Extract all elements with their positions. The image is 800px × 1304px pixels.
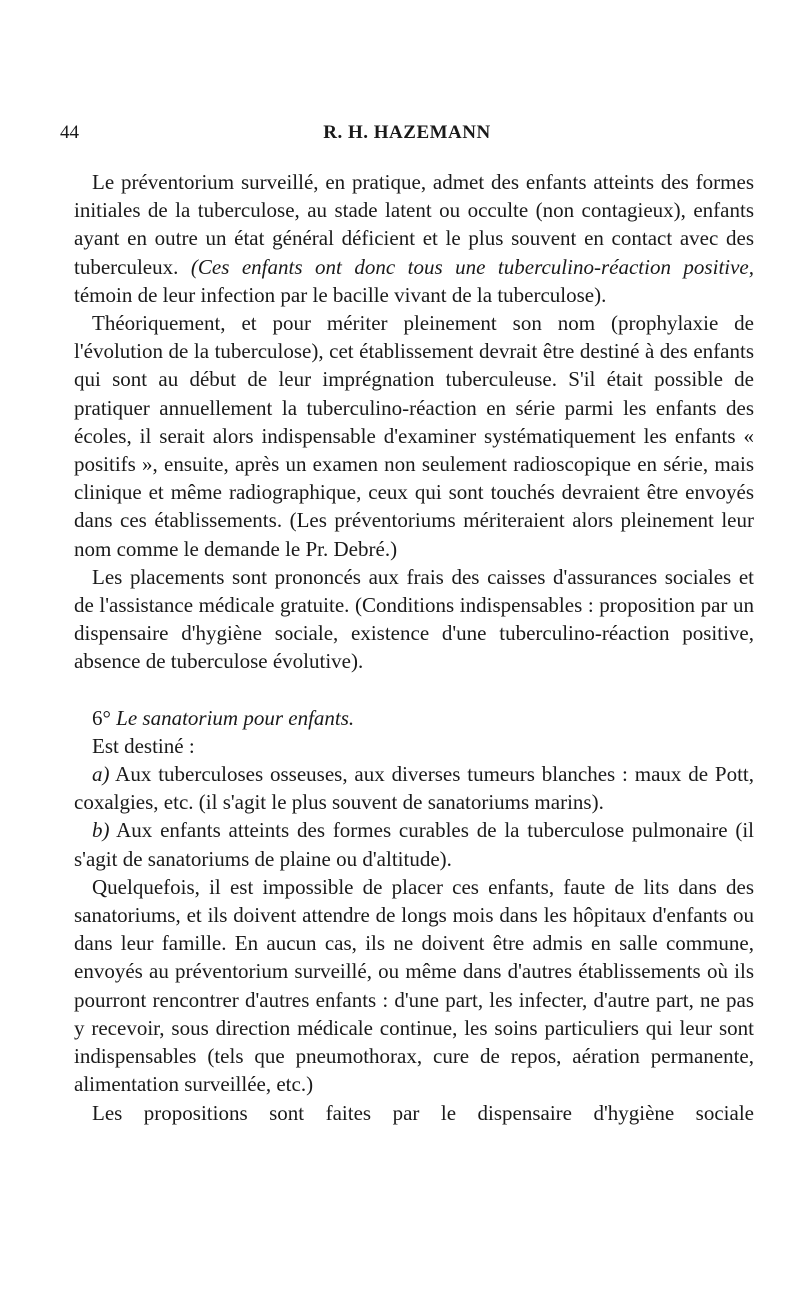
list-item-a [74, 760, 754, 816]
paragraph-theory: Théoriquement, et pour mériter pleinement son nom (prophylaxie de l'évolution de la tuberculose), cet établissement devrait être destiné à des enfants qui sont au début de leur imprégnation tuberculeuse. S'il était possible de pratiquer annuellement la tuberculino-réaction en série parmi les enfants des écoles, il serait alors indispensable d'examiner systématiquement les enfants « positifs », ensuite, après un examen non seulement radioscopique en série, mais clinique et même radiographique, ceux qui sont touchés devraient être envoyés dans ces établissements. (Les préventoriums mériteraient alors pleinement leur nom comme le demande le Pr. Debré.) [74, 311, 754, 561]
list-label: a) [92, 762, 110, 787]
paragraph-text: Le préventorium surveillé, en pratique, admet des enfants atteints des formes initiales de la tuberculose, au stade latent ou occulte (non contagieux), enfants ayant en outre un état général déficient et le plus souvent en contact avec des tuberculeux. [74, 170, 754, 279]
page-number: 44 [60, 122, 79, 143]
section-number: 6° [92, 705, 117, 730]
paragraph-placements: Les placements sont prononcés aux frais des caisses d'assurances sociales et de l'assistance médicale gratuite. (Conditions indispensables : proposition par un dispensaire d'hygiène sociale, existence d'une tuberculino-réaction positive, absence de tuberculose évolutive). [74, 564, 754, 674]
paragraph-preventorium-admission [74, 168, 754, 309]
paragraph-destined: Est destiné : [92, 733, 195, 758]
list-label: b) [92, 818, 110, 843]
body-text [74, 168, 754, 1127]
paragraph-propositions: Les propositions sont faites par le dispensaire d'hygiène sociale [92, 1100, 754, 1125]
section-title: Le sanatorium pour enfants. [116, 705, 355, 730]
list-text: Aux enfants atteints des formes curables de la tuberculose pulmonaire (il s'agit de sanatoriums de plaine ou d'altitude). [74, 818, 754, 871]
list-item-b [74, 816, 754, 872]
running-head: R. H. HAZEMANN [323, 122, 491, 143]
paragraph-text: témoin de leur infection par le bacille vivant de la tuberculose). [74, 282, 607, 307]
list-text: Aux tuberculoses osseuses, aux diverses tumeurs blanches : maux de Pott, coxalgies, etc. (il s'agit le plus souvent de sanatoriums marins). [74, 762, 754, 815]
section-heading [74, 704, 754, 732]
page-header [60, 122, 754, 150]
paragraph-italic-text: (Ces enfants ont donc tous une tuberculino-réaction positive, [190, 254, 754, 279]
paragraph-sometimes: Quelquefois, il est impossible de placer ces enfants, faute de lits dans des sanatoriums, et ils doivent attendre de longs mois dans les hôpitaux d'enfants ou dans leur famille. En aucun cas, ils ne doivent être admis en salle commune, envoyés au préventorium surveillé, ou même dans d'autres établissements où ils pourront rencontrer d'autres enfants : d'une part, les infecter, d'autre part, ne pas y recevoir, sous direction médicale continue, les soins particuliers qui leur sont indispensables (tels que pneumothorax, cure de repos, aération permanente, alimentation surveillée, etc.) [74, 874, 754, 1097]
